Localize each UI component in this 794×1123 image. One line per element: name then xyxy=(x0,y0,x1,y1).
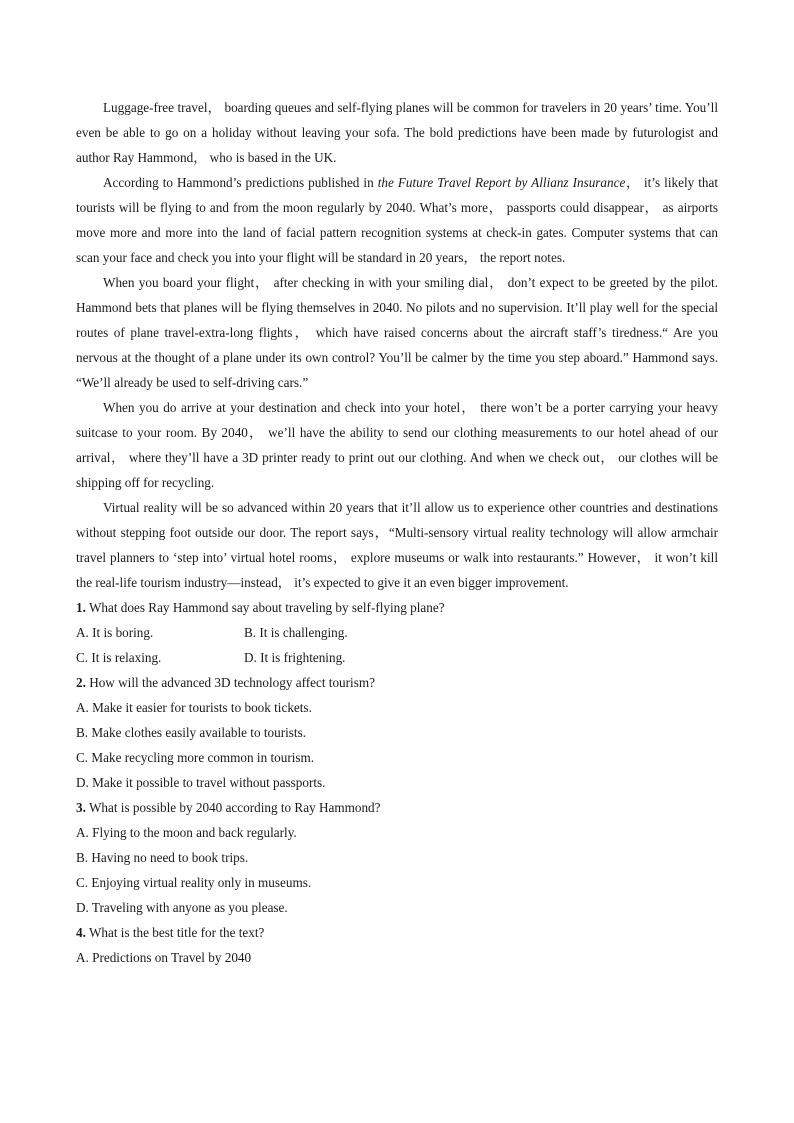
question-3-stem xyxy=(76,795,718,820)
paragraph-3: When you board your flight， after checking in with your smiling dial， don’t expect to be greeted by the pilot. Hammond bets that planes will be flying themselves in 2040. No pilots and no supervision. It’ll play well for the special routes of plane travel-extra-long flights， which have raised concerns about the aircraft staff’s tiredness.“ Are you nervous at the thought of a plane under its own control? You’ll be calmer by the time you step aboard.” Hammond says. “We’ll already be used to self-driving cars.” xyxy=(76,275,718,390)
option-b[interactable]: B. It is challenging. xyxy=(244,625,348,640)
paragraph-1: Luggage-free travel， boarding queues and self-flying planes will be common for travelers in 20 years’ time. You’ll even be able to go on a holiday without leaving your sofa. The bold predictions have been made by futurologist and author Ray Hammond， who is based in the UK. xyxy=(76,100,718,165)
question-text: What does Ray Hammond say about traveling by self-flying plane? xyxy=(85,600,445,615)
option-a[interactable]: A. Make it easier for tourists to book tickets. xyxy=(76,700,312,715)
question-number: 4. xyxy=(76,925,86,940)
option-d[interactable]: D. Traveling with anyone as you please. xyxy=(76,900,288,915)
question-text: What is the best title for the text? xyxy=(85,925,265,940)
option-c[interactable]: C. Make recycling more common in tourism. xyxy=(76,750,315,765)
option-a[interactable]: A. Predictions on Travel by 2040 xyxy=(76,950,252,965)
option-c[interactable]: C. Enjoying virtual reality only in museums. xyxy=(76,875,312,890)
paragraph-4: When you do arrive at your destination and check into your hotel， there won’t be a porter carrying your heavy suitcase to your room. By 2040， we’ll have the ability to send our clothing measurements to our hotel ahead of our arrival， where they’ll have a 3D printer ready to print out our clothing. And when we check out， our clothes will be shipping off for recycling. xyxy=(76,400,718,490)
paragraph-2-lead: According to Hammond’s predictions published in xyxy=(103,175,378,190)
question-number: 1. xyxy=(76,600,86,615)
question-1 xyxy=(76,595,718,670)
option-row xyxy=(76,620,718,645)
question-2-stem xyxy=(76,670,718,695)
option-a[interactable]: A. It is boring. xyxy=(76,625,154,640)
option-a[interactable]: A. Flying to the moon and back regularly. xyxy=(76,825,297,840)
paragraph-2 xyxy=(76,170,718,270)
question-1-stem xyxy=(76,595,718,620)
question-number: 2. xyxy=(76,675,86,690)
question-4 xyxy=(76,920,718,970)
question-3 xyxy=(76,795,718,920)
option-d[interactable]: D. It is frightening. xyxy=(244,650,346,665)
question-4-stem xyxy=(76,920,718,945)
question-2 xyxy=(76,670,718,795)
option-b[interactable]: B. Having no need to book trips. xyxy=(76,850,249,865)
option-row xyxy=(76,645,718,670)
report-title: the Future Travel Report by Allianz Insurance xyxy=(377,175,626,190)
option-b[interactable]: B. Make clothes easily available to tourists. xyxy=(76,725,306,740)
paragraph-2-rest: ， it’s likely that tourists will be flying to and from the moon regularly by 2040. What’s more， passports could disappear， as airports move more and more into the land of facial pattern recognition systems at check-in gates. Computer systems that can scan your face and check you into your flight will be standard in 20 years， the report notes. xyxy=(76,175,719,265)
question-text: How will the advanced 3D technology affect tourism? xyxy=(85,675,375,690)
paragraph-5: Virtual reality will be so advanced within 20 years that it’ll allow us to experience other countries and destinations without stepping foot outside our door. The report says，“Multi-sensory virtual reality technology will allow armchair travel planners to ‘step into’ virtual hotel rooms， explore museums or walk into restaurants.” However， it won’t kill the real-life tourism industry—instead， it’s expected to give it an even bigger improvement. xyxy=(76,500,718,590)
question-text: What is possible by 2040 according to Ray Hammond? xyxy=(85,800,381,815)
document-page xyxy=(76,95,718,970)
option-d[interactable]: D. Make it possible to travel without passports. xyxy=(76,775,326,790)
option-c[interactable]: C. It is relaxing. xyxy=(76,650,162,665)
question-number: 3. xyxy=(76,800,86,815)
